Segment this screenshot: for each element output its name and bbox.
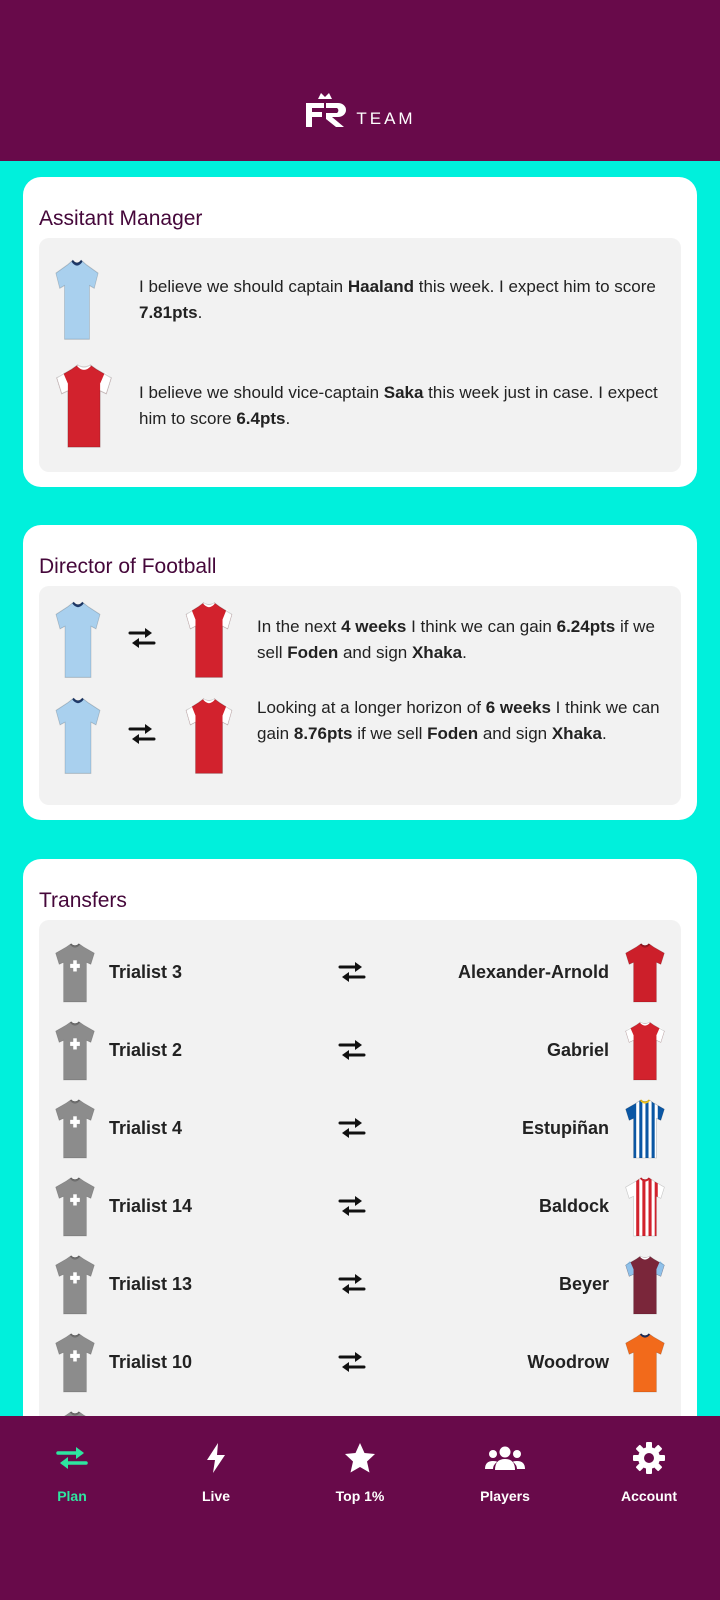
transfers-card <box>23 859 697 1459</box>
player-out-name: Trialist 13 <box>109 1274 193 1294</box>
luton-jersey-icon <box>623 1332 667 1399</box>
card-title: Director of Football <box>39 555 217 578</box>
crown-logo-icon <box>304 91 348 129</box>
transfer-row[interactable] <box>39 1098 681 1162</box>
trialist-jersey-icon <box>53 1020 97 1087</box>
player-in-name: Gabriel <box>546 1040 609 1060</box>
bolt-icon <box>156 1438 276 1478</box>
nav-live[interactable] <box>156 1438 276 1504</box>
transfer-row[interactable] <box>39 1020 681 1084</box>
swap-icon <box>127 722 157 751</box>
dof-suggestion-row <box>39 600 681 680</box>
man-city-jersey-icon <box>53 696 103 781</box>
brighton-jersey-icon <box>623 1098 667 1165</box>
arsenal-jersey-icon <box>183 696 235 781</box>
nav-plan[interactable] <box>12 1438 132 1504</box>
nav-top-1-percent[interactable] <box>300 1438 420 1504</box>
transfer-row[interactable] <box>39 942 681 1006</box>
captain-message <box>39 250 681 350</box>
card-title: Assitant Manager <box>39 207 203 230</box>
trialist-jersey-icon <box>53 1332 97 1399</box>
transfers-panel <box>39 920 681 1480</box>
swap-icon <box>12 1438 132 1478</box>
nav-label: Live <box>201 1488 230 1504</box>
arsenal-jersey-icon <box>183 600 235 685</box>
player-in-name: Baldock <box>538 1196 609 1216</box>
vice-captain-message <box>39 358 681 458</box>
trialist-jersey-icon <box>53 1098 97 1165</box>
sheffield-jersey-icon <box>623 1176 667 1243</box>
trialist-jersey-icon <box>53 1176 97 1243</box>
swap-icon <box>337 1194 367 1223</box>
assistant-manager-card <box>23 177 697 487</box>
star-icon <box>300 1438 420 1478</box>
player-out-name: Trialist 2 <box>109 1040 183 1060</box>
vice-captain-text: I believe we should vice-captain Saka this week just in case. I expect him to score 6.4pts. <box>139 383 658 428</box>
nav-label: Players <box>480 1488 530 1504</box>
man-city-jersey-icon <box>53 258 101 347</box>
nav-label: Account <box>621 1488 677 1504</box>
bottom-nav <box>0 1416 720 1600</box>
people-icon <box>445 1438 565 1478</box>
player-in-name: Beyer <box>558 1274 609 1294</box>
player-in-name: Woodrow <box>527 1352 609 1372</box>
trialist-jersey-icon <box>53 1254 97 1321</box>
swap-icon <box>337 1350 367 1379</box>
nav-label: Top 1% <box>335 1488 385 1504</box>
player-out-name: Trialist 3 <box>109 962 183 982</box>
logo-text: TEAM <box>356 108 416 128</box>
assistant-panel <box>39 238 681 472</box>
player-in-name: Alexander-Arnold <box>457 962 609 982</box>
liverpool-jersey-icon <box>623 942 667 1009</box>
gear-icon <box>589 1438 709 1478</box>
player-out-name: Trialist 4 <box>109 1118 183 1138</box>
app-logo <box>304 91 415 129</box>
player-out-name: Trialist 10 <box>109 1352 193 1372</box>
card-title: Transfers <box>39 889 127 912</box>
dof-suggestion-text: Looking at a longer horizon of 6 weeks I think we can gain 8.76pts if we sell Foden and sign Xhaka. <box>257 698 660 743</box>
swap-icon <box>127 626 157 655</box>
swap-icon <box>337 1038 367 1067</box>
burnley-jersey-icon <box>623 1254 667 1321</box>
director-panel <box>39 586 681 805</box>
man-city-jersey-icon <box>53 600 103 685</box>
player-out-name: Trialist 14 <box>109 1196 193 1216</box>
transfer-row[interactable] <box>39 1176 681 1240</box>
captain-text: I believe we should captain Haaland this week. I expect him to score 7.81pts. <box>139 277 656 322</box>
nav-account[interactable] <box>589 1438 709 1504</box>
swap-icon <box>337 1116 367 1145</box>
nav-players[interactable] <box>445 1438 565 1504</box>
swap-icon <box>337 960 367 989</box>
dof-suggestion-text: In the next 4 weeks I think we can gain 6.24pts if we sell Foden and sign Xhaka. <box>257 617 655 662</box>
dof-suggestion-row <box>39 696 681 776</box>
transfer-row[interactable] <box>39 1332 681 1396</box>
arsenal-jersey-icon <box>623 1020 667 1087</box>
transfer-row[interactable] <box>39 1254 681 1318</box>
trialist-jersey-icon <box>53 942 97 1009</box>
app-header <box>0 0 720 161</box>
nav-label: Plan <box>57 1488 87 1504</box>
arsenal-jersey-icon <box>53 362 115 455</box>
director-of-football-card <box>23 525 697 820</box>
swap-icon <box>337 1272 367 1301</box>
player-in-name: Estupiñan <box>521 1118 609 1138</box>
